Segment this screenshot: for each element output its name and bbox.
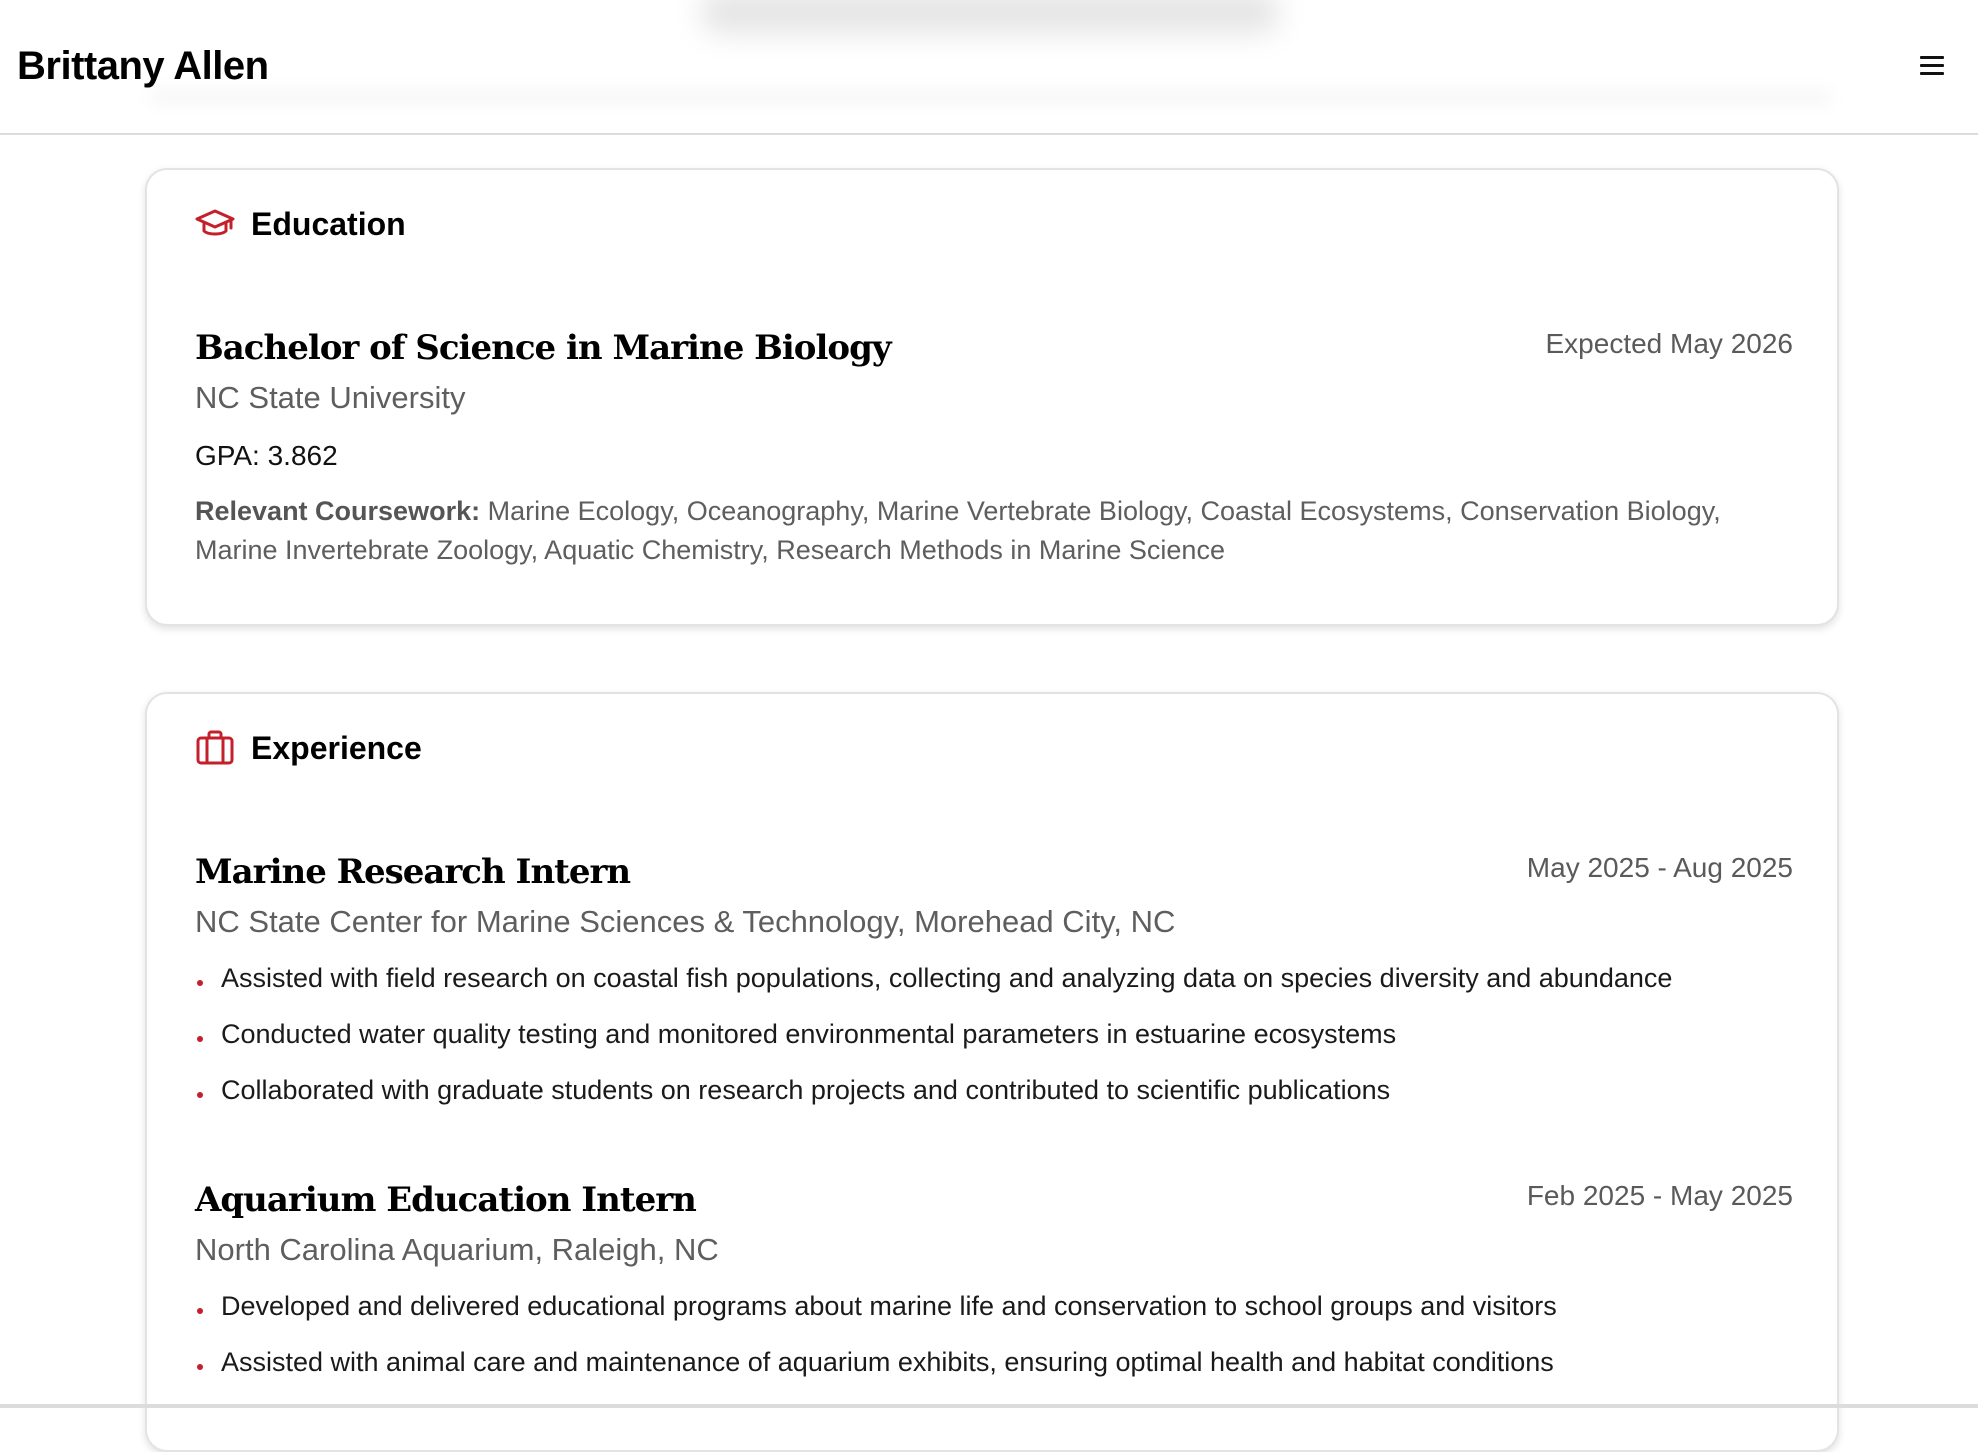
header-shadow bbox=[150, 90, 1830, 104]
bullet-icon bbox=[197, 1308, 203, 1314]
experience-card bbox=[145, 692, 1839, 1452]
education-header bbox=[195, 204, 406, 244]
site-header bbox=[0, 0, 1978, 135]
site-name[interactable]: Brittany Allen bbox=[17, 44, 269, 88]
list-item: Collaborated with graduate students on research projects and contributed to scientific publications bbox=[195, 1072, 1793, 1108]
gpa: GPA: 3.862 bbox=[195, 440, 338, 471]
coursework-list: Marine Ecology, Oceanography, Marine Vertebrate Biology, Coastal Ecosystems, Conservation Biology, Marine Invertebrate Zoology, Aquatic Chemistry, Research Methods in Marine Science bbox=[195, 496, 1721, 565]
degree-title: Bachelor of Science in Marine Biology bbox=[195, 328, 891, 368]
header-blur-overlay bbox=[700, 0, 1280, 34]
experience-date: Feb 2025 - May 2025 bbox=[1526, 1180, 1793, 1211]
organization: NC State Center for Marine Sciences & Technology, Morehead City, NC bbox=[195, 904, 1176, 939]
bullet-icon bbox=[197, 1036, 203, 1042]
list-item: Developed and delivered educational programs about marine life and conservation to school groups and visitors bbox=[195, 1288, 1793, 1324]
education-entry bbox=[195, 326, 1793, 586]
list-item: Conducted water quality testing and monitored environmental parameters in estuarine ecosystems bbox=[195, 1016, 1793, 1052]
school-name: NC State University bbox=[195, 380, 466, 415]
hamburger-menu-icon[interactable] bbox=[1914, 50, 1950, 82]
bullet-icon bbox=[197, 1364, 203, 1370]
education-date: Expected May 2026 bbox=[1545, 328, 1793, 359]
experience-entry bbox=[195, 850, 1793, 1150]
education-card bbox=[145, 168, 1839, 626]
viewport-bottom-edge bbox=[0, 1404, 1978, 1408]
responsibility-list bbox=[195, 1288, 1793, 1400]
organization: North Carolina Aquarium, Raleigh, NC bbox=[195, 1232, 719, 1267]
experience-date: May 2025 - Aug 2025 bbox=[1526, 852, 1793, 883]
experience-entry bbox=[195, 1178, 1793, 1438]
responsibility-list bbox=[195, 960, 1793, 1128]
role-title: Aquarium Education Intern bbox=[195, 1180, 696, 1220]
graduation-cap-icon bbox=[195, 204, 235, 244]
briefcase-icon bbox=[195, 728, 235, 768]
list-item: Assisted with animal care and maintenance of aquarium exhibits, ensuring optimal health and habitat conditions bbox=[195, 1344, 1793, 1380]
bullet-icon bbox=[197, 980, 203, 986]
bullet-icon bbox=[197, 1092, 203, 1098]
section-title: Education bbox=[251, 205, 406, 242]
role-title: Marine Research Intern bbox=[195, 852, 631, 892]
section-title: Experience bbox=[251, 729, 422, 766]
list-item: Assisted with field research on coastal fish populations, collecting and analyzing data on species diversity and abundance bbox=[195, 960, 1793, 996]
coursework-label: Relevant Coursework: bbox=[195, 496, 481, 526]
relevant-coursework bbox=[195, 492, 1793, 570]
experience-header bbox=[195, 728, 422, 768]
